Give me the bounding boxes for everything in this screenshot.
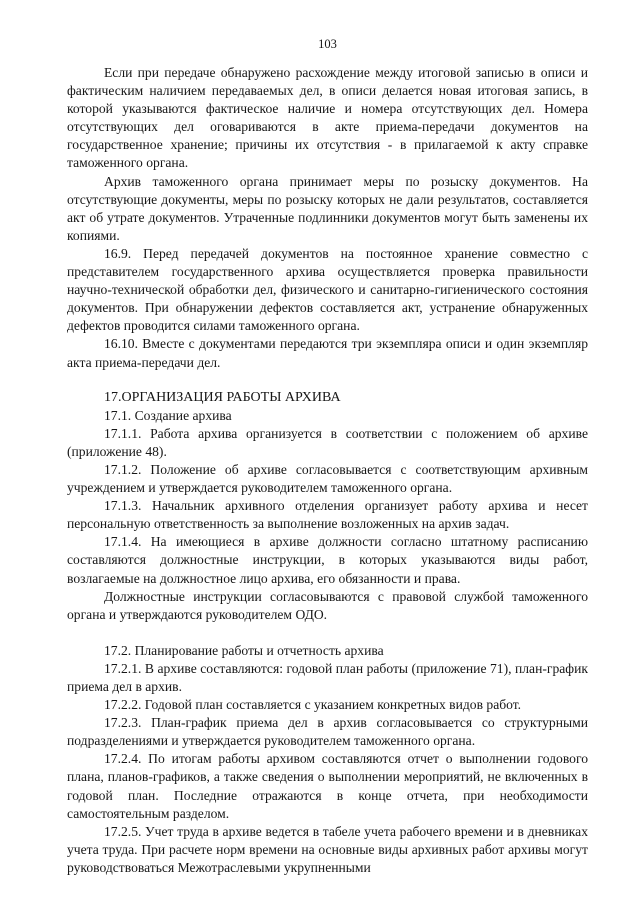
section-heading-17: 17.ОРГАНИЗАЦИЯ РАБОТЫ АРХИВА (104, 389, 341, 405)
paragraph-17-2-3: 17.2.3. План-график приема дел в архив согласовывается со структурными подразделениями и утверждается руководителем таможенного органа. (67, 715, 588, 749)
subsection-heading-17-1: 17.1. Создание архива (104, 407, 232, 423)
paragraph-17-2-5: 17.2.5. Учет труда в архиве ведется в табеле учета рабочего времени и в дневниках учета труда. При расчете норм времени на основные виды архивных работ архивы могут руководствоваться Межотраслевыми укрупненными (67, 823, 588, 875)
page-number: 103 (318, 37, 337, 51)
paragraph-17-2-1: 17.2.1. В архиве составляются: годовой план работы (приложение 71), план-график приема дел в архив. (67, 660, 588, 694)
paragraph-search-documents: Архив таможенного органа принимает меры по розыску документов. На отсутствующие документы, меры по розыску которых не дали результатов, составляется акт об утрате документов. Утраченные подлинники документов могут быть заменены их копиями. (67, 173, 588, 243)
paragraph-discrepancy: Если при передаче обнаружено расхождение между итоговой записью в описи и фактическим наличием передаваемых дел, в описи делается новая итоговая запись, в которой указываются фактическое наличие и номера отсутствующих дел. Номера отсутствующих дел оговариваются в акте приема-передачи документов на государственное хранение; причины их отсутствия - в прилагаемой к акту справке таможенного органа. (67, 65, 588, 171)
paragraph-16-10: 16.10. Вместе с документами передаются три экземпляра описи и один экземпляр акта приема-передачи дел. (67, 336, 588, 370)
paragraph-17-2-2: 17.2.2. Годовой план составляется с указанием конкретных видов работ. (104, 697, 522, 713)
paragraph-16-9: 16.9. Перед передачей документов на постоянное хранение совместно с представителем государственного архива осуществляется проверка правильности научно-технической обработки дел, физического и санитарно-гигиенического состояния документов. При обнаружении дефектов составляется акт, устранение обнаруженных дефектов проводится силами таможенного органа. (67, 245, 588, 334)
paragraph-17-2-4: 17.2.4. По итогам работы архивом составляются отчет о выполнении годового плана, планов-графиков, а также сведения о выполнении мероприятий, не включенных в годовой план. Последние отражаются в конце отчета, при необходимости самостоятельным разделом. (67, 751, 588, 821)
paragraph-17-1-1: 17.1.1. Работа архива организуется в соответствии с положением об архиве (приложение 48). (67, 425, 588, 459)
paragraph-job-instructions: Должностные инструкции согласовываются с правовой службой таможенного органа и утверждаются руководителем ОДО. (67, 588, 588, 622)
paragraph-17-1-2: 17.1.2. Положение об архиве согласовывается с соответствующим архивным учреждением и утверждается руководителем таможенного органа. (67, 461, 588, 496)
paragraph-17-1-4: 17.1.4. На имеющиеся в архиве должности согласно штатному расписанию составляются должностные инструкции, в которых указываются виды работ, возлагаемые на должностное лицо архива, его обязанности и права. (67, 534, 588, 586)
document-body (67, 64, 588, 877)
paragraph-17-1-3: 17.1.3. Начальник архивного отделения организует работу архива и несет персональную ответственность за выполнение возложенных на архив задач. (67, 498, 588, 532)
subsection-heading-17-2: 17.2. Планирование работы и отчетность архива (104, 642, 384, 658)
